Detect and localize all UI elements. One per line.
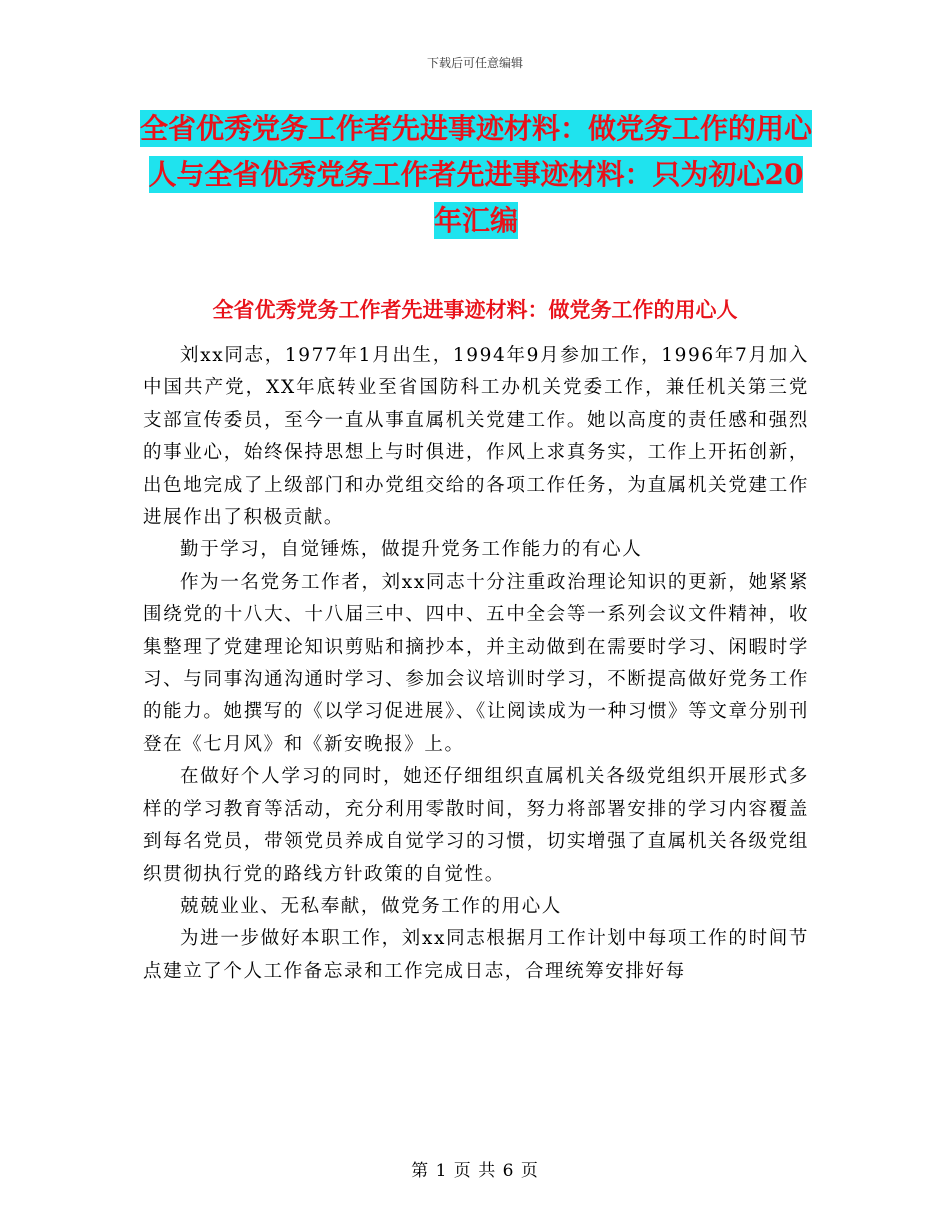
paragraph: 为进一步做好本职工作，刘xx同志根据月工作计划中每项工作的时间节点建立了个人工作备忘录和工作完成日志，合理统筹安排好每 xyxy=(143,928,809,982)
subheading: 勤于学习，自觉锤炼，做提升党务工作能力的有心人 xyxy=(180,539,643,561)
page-number: 第 1 页 共 6 页 xyxy=(411,1161,539,1181)
paragraph: 在做好个人学习的同时，她还仔细组织直属机关各级党组织开展形式多样的学习教育等活动，充分利用零散时间，努力将部署安排的学习内容覆盖到每名党员，带领党员养成自觉学习的习惯，切实增强了直属机关各级党组织贯彻执行党的路线方针政策的自觉性。 xyxy=(143,766,809,885)
paragraph: 作为一名党务工作者，刘xx同志十分注重政治理论知识的更新，她紧紧围绕党的十八大、十八届三中、四中、五中全会等一系列会议文件精神，收集整理了党建理论知识剪贴和摘抄本，并主动做到在需要时学习、闲暇时学习、与同事沟通沟通时学习、参加会议培训时学习，不断提高做好党务工作的能力。她撰写的《以学习促进展》、《让阅读成为一种习惯》等文章分别刊登在《七月风》和《新安晚报》上。 xyxy=(143,571,809,755)
paragraph: 刘xx同志，1977年1月出生，1994年9月参加工作，1996年7月加入中国共产党，XX年底转业至省国防科工办机关党委工作，兼任机关第三党支部宣传委员，至今一直从事直属机关党建工作。她以高度的责任感和强烈的事业心，始终保持思想上与时俱进，作风上求真务实，工作上开拓创新，出色地完成了上级部门和办党组交给的各项工作任务，为直属机关党建工作进展作出了积极贡献。 xyxy=(143,345,809,529)
document-body xyxy=(143,340,809,988)
subheading: 兢兢业业、无私奉献，做党务工作的用心人 xyxy=(180,895,562,917)
document-title xyxy=(140,106,812,244)
document-title-text: 全省优秀党务工作者先进事迹材料：做党务工作的用心人与全省优秀党务工作者先进事迹材料：只为初心20年汇编 xyxy=(140,112,813,237)
header-note: 下载后可任意编辑 xyxy=(426,56,523,70)
section-title: 全省优秀党务工作者先进事迹材料：做党务工作的用心人 xyxy=(212,297,738,322)
